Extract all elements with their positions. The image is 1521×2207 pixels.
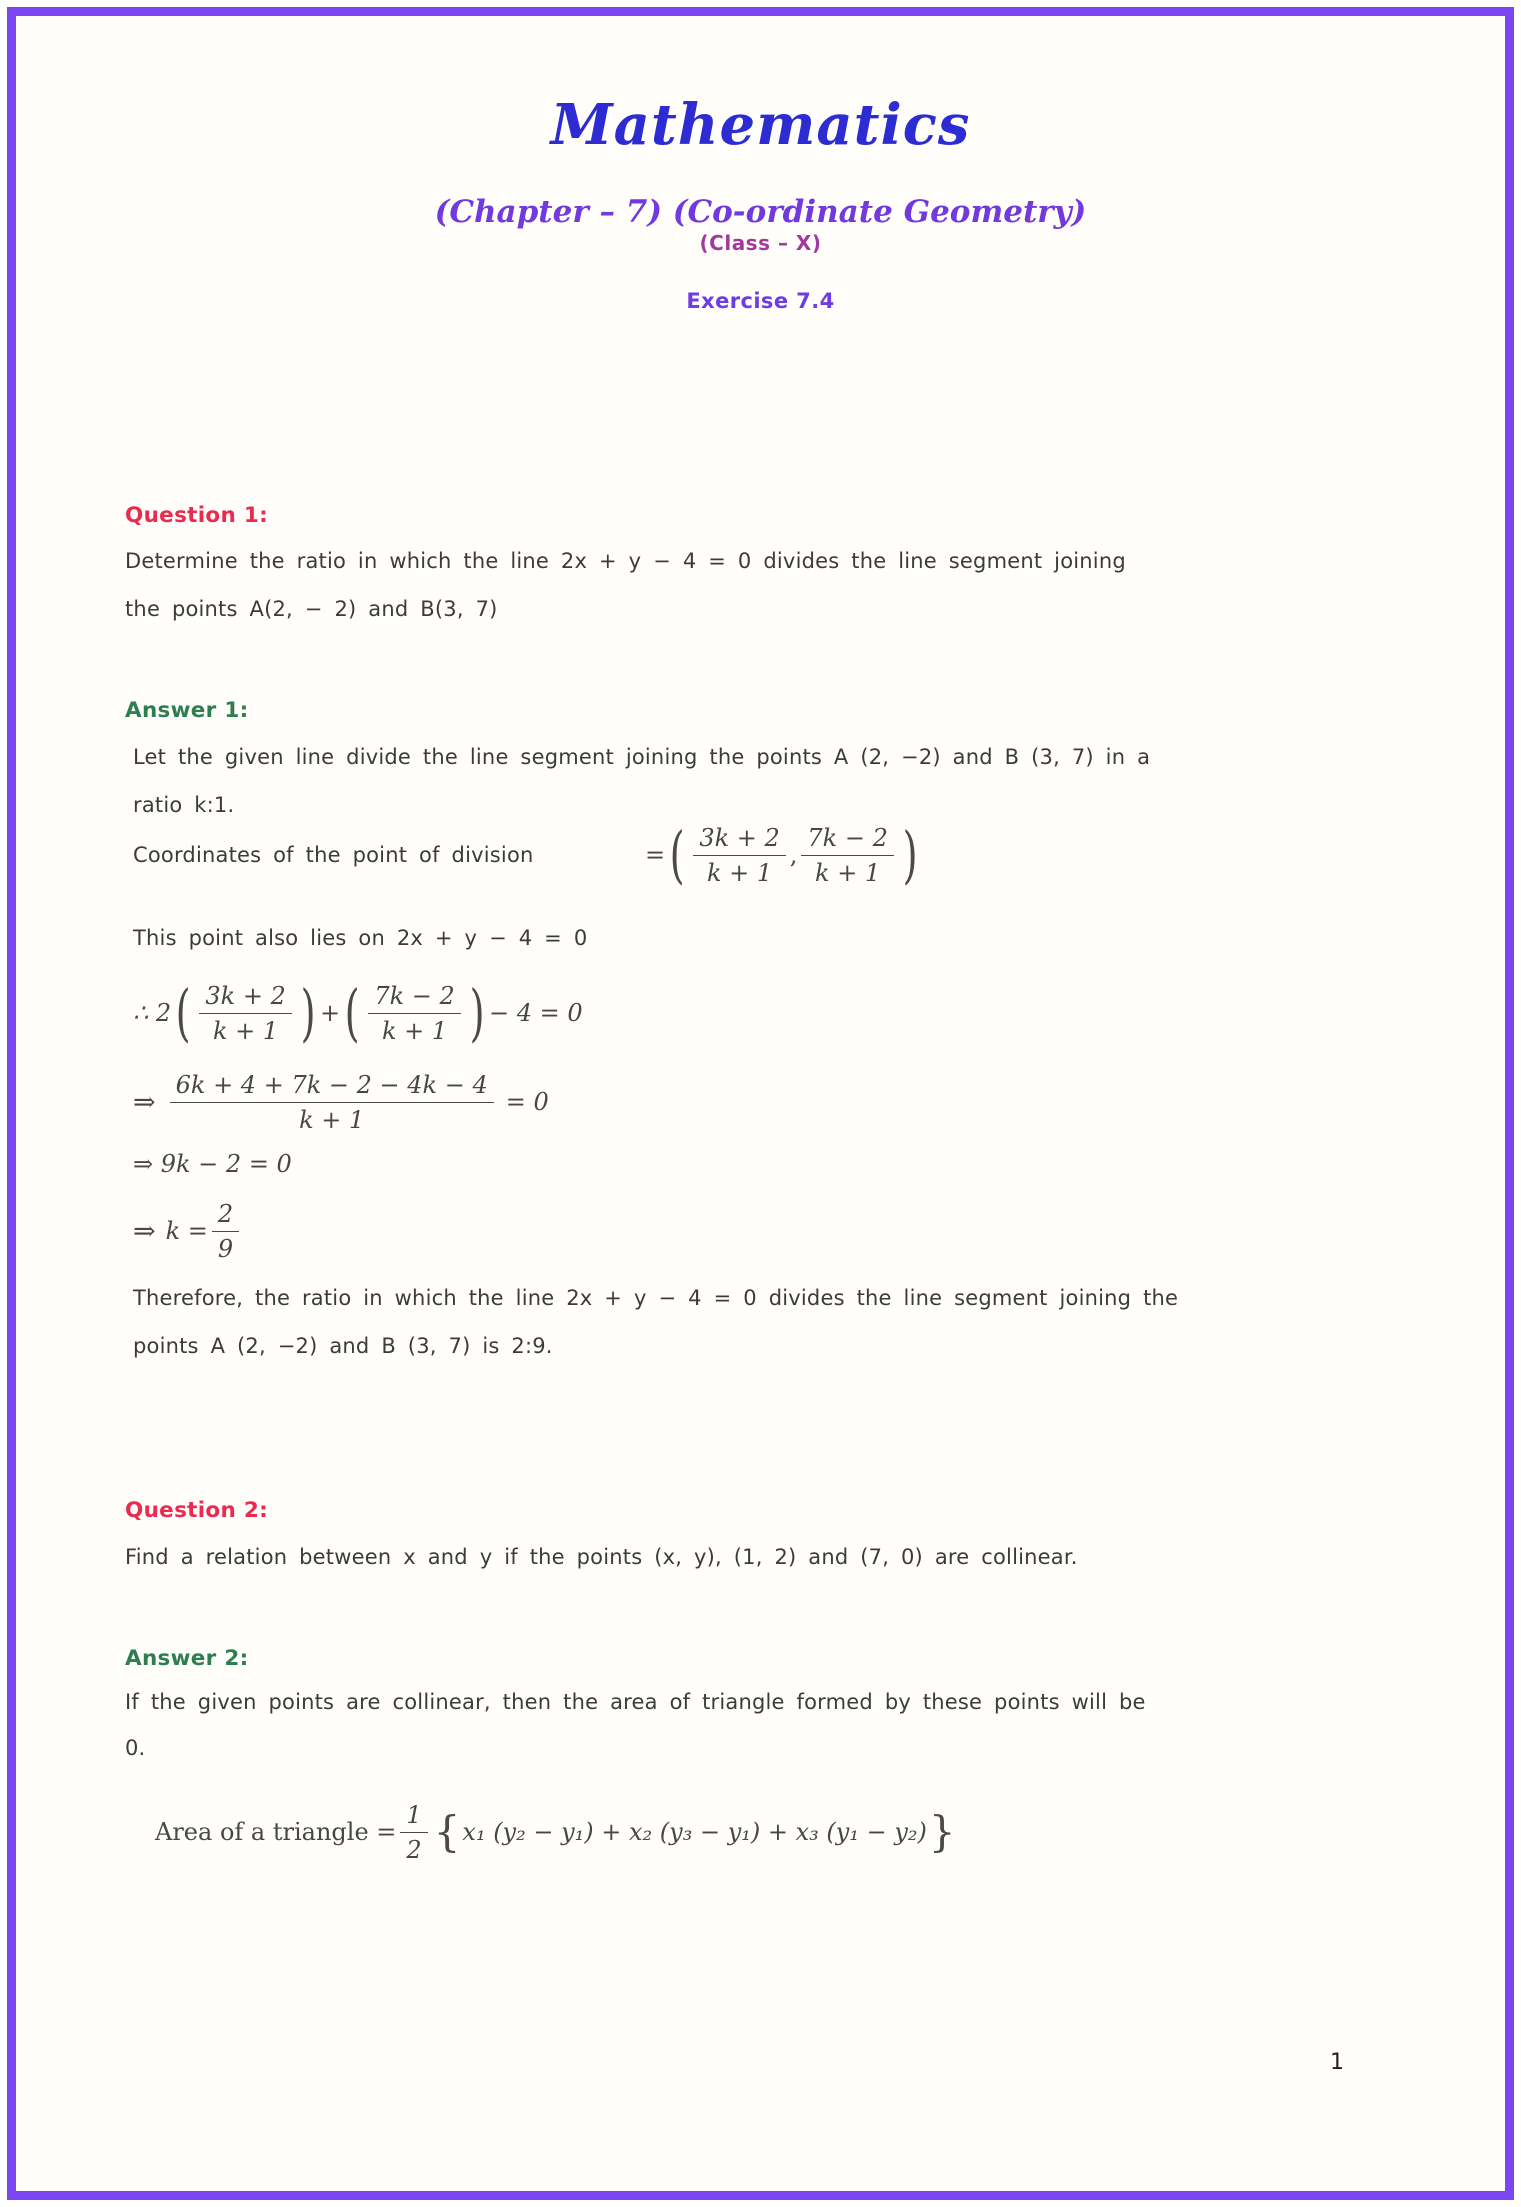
comma: , [789, 841, 798, 869]
plus-sign: + [320, 999, 341, 1027]
equation-3: ⇒ 9k − 2 = 0 [133, 1150, 292, 1178]
close-paren: ) [469, 976, 485, 1050]
close-paren: ) [902, 818, 918, 892]
equation-1 [133, 966, 583, 1060]
answer-1-conclusion-line-1: Therefore, the ratio in which the line 2x + y − 4 = 0 divides the line segment joining the [133, 1286, 1179, 1310]
area-formula [155, 1796, 958, 1868]
answer-1-text-line-1: Let the given line divide the line segment joining the points A (2, −2) and B (3, 7) in a [133, 745, 1151, 769]
question-1-text-line-2: the points A(2, − 2) and B(3, 7) [125, 597, 498, 621]
coordinates-label: Coordinates of the point of division [133, 843, 534, 867]
fraction-1: $\frac{3k + 2}{k + 1}$ [199, 982, 291, 1045]
page-number: 1 [1330, 2050, 1344, 2075]
lies-on-line: This point also lies on 2x + y − 4 = 0 [133, 926, 588, 950]
close-brace: } [928, 1807, 956, 1856]
open-paren: ( [344, 976, 360, 1050]
answer-2-text-line-2: 0. [125, 1736, 146, 1760]
equation-2 [133, 1060, 549, 1144]
answer-2-label: Answer 2: [125, 1646, 249, 1671]
implies-arrow: ⇒ [133, 1086, 156, 1118]
fraction-half: $\frac{1}{2}$ [400, 1801, 427, 1864]
therefore-lead: ∴ 2 [133, 999, 172, 1027]
class-subtitle: (Class – X) [699, 231, 822, 255]
area-formula-label: Area of a triangle = [155, 1818, 397, 1846]
area-formula-body: x₁ (y₂ − y₁) + x₂ (y₃ − y₁) + x₃ (y₁ − y₂) [462, 1818, 927, 1846]
close-paren: ) [300, 976, 316, 1050]
exercise-heading: Exercise 7.4 [686, 289, 835, 313]
fraction-1: $\frac{3k + 2}{k + 1}$ [693, 824, 785, 887]
fraction-2: $\frac{7k - 2}{k + 1}$ [801, 824, 893, 887]
fraction: $\frac{2}{9}$ [212, 1200, 239, 1263]
chapter-subtitle: (Chapter – 7) (Co-ordinate Geometry) [434, 194, 1087, 230]
implies-arrow: ⇒ [133, 1215, 156, 1247]
question-1-label: Question 1: [125, 503, 269, 528]
answer-1-text-line-2: ratio k:1. [133, 793, 235, 817]
document-title: Mathematics [550, 92, 971, 158]
answer-2-text-line-1: If the given points are collinear, then the area of triangle formed by these points will be [125, 1690, 1146, 1714]
equation-4 [133, 1196, 243, 1266]
question-2-label: Question 2: [125, 1498, 269, 1523]
equation-tail: − 4 = 0 [489, 999, 583, 1027]
question-2-text-line-1: Find a relation between x and y if the points (x, y), (1, 2) and (7, 0) are collinear. [125, 1545, 1078, 1569]
answer-1-label: Answer 1: [125, 698, 249, 723]
equals-sign: = [645, 841, 666, 869]
answer-1-conclusion-line-2: points A (2, −2) and B (3, 7) is 2:9. [133, 1334, 553, 1358]
equation-lead: k = [165, 1217, 208, 1245]
equation-tail: = 0 [505, 1088, 549, 1116]
coordinates-formula [645, 808, 922, 902]
fraction: $\frac{6k + 4 + 7k - 2 - 4k - 4}{k + 1}$ [170, 1071, 494, 1134]
open-paren: ( [175, 976, 191, 1050]
open-paren: ( [669, 818, 685, 892]
open-brace: { [433, 1807, 461, 1856]
question-1-text-line-1: Determine the ratio in which the line 2x + y − 4 = 0 divides the line segment joining [125, 549, 1126, 573]
fraction-2: $\frac{7k - 2}{k + 1}$ [368, 982, 460, 1045]
